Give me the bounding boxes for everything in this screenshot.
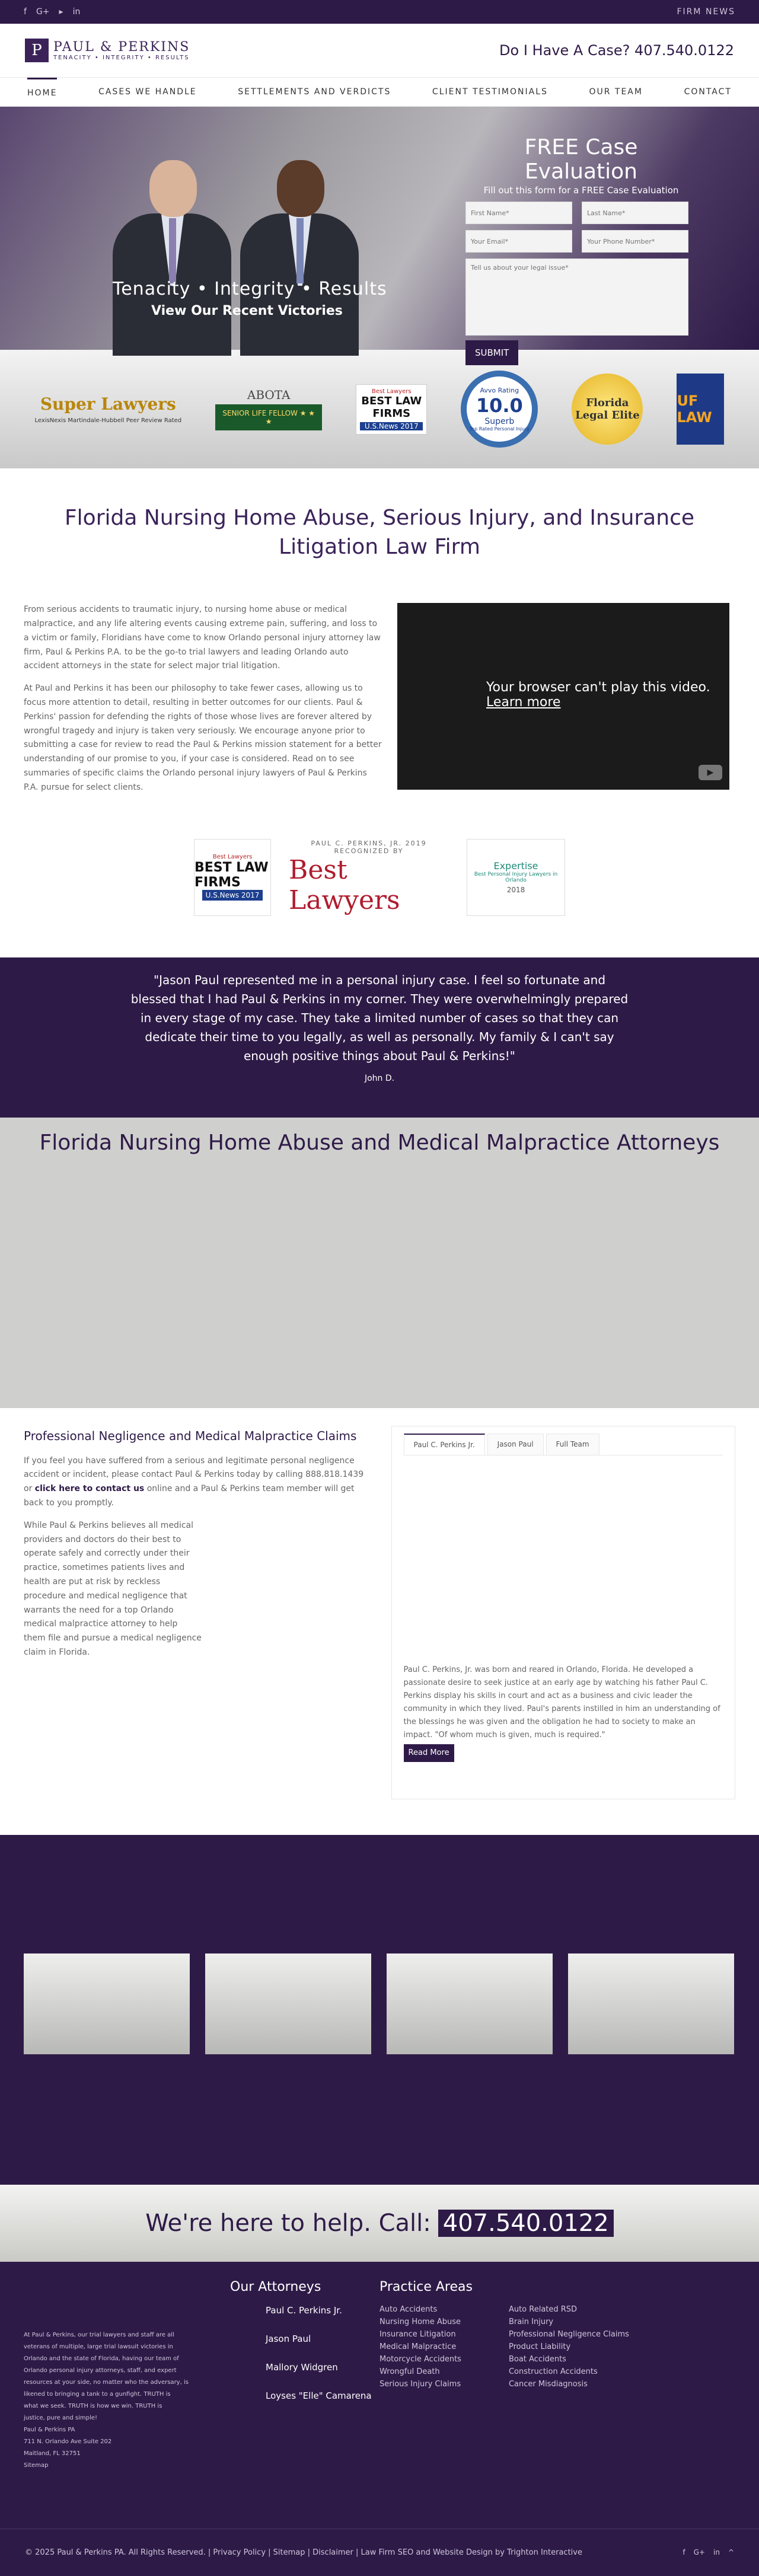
nav-cases[interactable]: CASES WE HANDLE xyxy=(98,87,197,97)
testimonial-author: John D. xyxy=(364,1073,395,1083)
attorney-tabs xyxy=(391,1426,735,1799)
feature-card[interactable] xyxy=(24,1953,190,2054)
footer-practice-areas xyxy=(380,2280,723,2529)
nav-testimonials[interactable]: CLIENT TESTIMONIALS xyxy=(432,87,548,97)
first-name-input[interactable] xyxy=(465,202,572,224)
practice-area-link[interactable]: Professional Negligence Claims xyxy=(508,2329,629,2339)
awards-strip xyxy=(0,350,759,468)
intro-paragraph-2: At Paul and Perkins it has been our philosophy to take fewer cases, allowing us to focus more attention to detail, resulting in better outcomes for our clients. Paul & Perkins' passion for defending the rights of those whose lives are forever altered by wrongful tragedy and injury is taken very seriously. We encourage anyone prior to submitting a case for review to read the Paul & Perkins mission statement for a better understanding of our promise to you, if your case is considered. Read on to see summaries of specific claims the Orlando personal injury lawyers of Paul & Perkins P.A. pursue for select clients. xyxy=(24,684,382,792)
facebook-icon[interactable]: f xyxy=(683,2548,685,2557)
facebook-icon[interactable]: f xyxy=(24,7,27,17)
legal-issue-textarea[interactable] xyxy=(465,258,688,336)
attorney-link[interactable]: Paul C. Perkins Jr. xyxy=(266,2304,342,2316)
lexisnexis-badge: LexisNexis Martindale-Hubbell Peer Review Rated xyxy=(34,417,182,424)
back-to-top-icon[interactable]: ^ xyxy=(728,2548,734,2557)
linkedin-icon[interactable]: in xyxy=(72,7,81,17)
social-links xyxy=(24,7,80,17)
case-cta-phone[interactable]: Do I Have A Case? 407.540.0122 xyxy=(499,42,734,59)
firm-news-link[interactable]: FIRM NEWS xyxy=(677,7,735,17)
email-input[interactable] xyxy=(465,230,572,253)
video-learn-more-link[interactable]: Learn more xyxy=(486,695,561,710)
nav-contact[interactable]: CONTACT xyxy=(684,87,732,97)
testimonial-section xyxy=(0,957,759,1118)
phone-input[interactable] xyxy=(582,230,688,253)
attorney-link[interactable]: Loyses "Elle" Camarena xyxy=(266,2390,372,2401)
youtube-icon[interactable]: ▸ xyxy=(59,7,63,17)
attorney-bio: Paul C. Perkins, Jr. was born and reared in Orlando, Florida. He developed a passionate desire to seek justice at an early age by watching his father Paul C. Perkins display his skills in court and act as a business and civic leader the community in which they lived. Paul's parents instilled in him an understanding of the blessings he was given and the obligation he had to society to make an impact. "Of whom much is given, much is required." xyxy=(403,1665,720,1740)
logo-mark-icon: P xyxy=(25,39,49,62)
expertise-badge: Expertise Best Personal Injury Lawyers in Orlando 2018 xyxy=(467,839,565,916)
practice-area-link[interactable]: Auto Accidents xyxy=(380,2304,438,2314)
best-law-firms-award: Best Lawyers BEST LAW FIRMS U.S.News 2017 xyxy=(356,384,427,435)
form-subtitle: Fill out this form for a FREE Case Evaluation xyxy=(483,185,679,196)
practice-area-link[interactable]: Auto Related RSD xyxy=(508,2304,578,2314)
nav-settlements[interactable]: SETTLEMENTS AND VERDICTS xyxy=(238,87,391,97)
attorney-figure-right xyxy=(240,148,359,350)
google-plus-icon[interactable]: G+ xyxy=(36,7,50,17)
hero-banner xyxy=(0,107,759,358)
intro-section xyxy=(0,468,759,827)
footer-attorneys xyxy=(202,2280,380,2529)
last-name-input[interactable] xyxy=(582,202,688,224)
practice-area-link[interactable]: Serious Injury Claims xyxy=(380,2379,461,2389)
footer-about: At Paul & Perkins, our trial lawyers and staff are all veterans of multiple, large trial lawsuit victories in Orlando and the state of Florida, having our team of Orlando personal injury attorneys, staff, and expert resources at your side, no matter who the adversary, is likened to bringing a tank to a gunfight. TRUTH is what we seek. TRUTH is how we win. TRUTH is justice, pure and simple! Paul & Perkins PA 711 N. Orlando Ave Suite 202 Maitland, FL 32751 Sitemap xyxy=(24,2331,189,2469)
practice-area-link[interactable]: Medical Malpractice xyxy=(380,2342,457,2351)
help-phone-link[interactable]: 407.540.0122 xyxy=(438,2210,614,2237)
read-more-button[interactable]: Read More xyxy=(404,1744,454,1762)
attorney-link[interactable]: Mallory Widgren xyxy=(266,2361,338,2373)
contact-us-link[interactable]: click here to contact us xyxy=(34,1484,145,1494)
avvo-rating-award: Avvo Rating 10.0 Superb Top Rated Personal Injury xyxy=(461,371,538,448)
nav-home[interactable]: HOME xyxy=(27,78,57,107)
main-nav xyxy=(0,77,759,107)
professional-paragraph-1: If you feel you have suffered from a serious and legitimate personal negligence accident or incident, please contact Paul & Perkins today by calling 888.818.1439 or click here to contact us online and a Paul & Perkins team member will get back to you promptly. xyxy=(24,1455,364,1508)
recent-victories-link[interactable]: View Our Recent Victories xyxy=(151,304,343,318)
form-title: FREE Case Evaluation xyxy=(524,135,638,184)
logo-name: PAUL & PERKINS xyxy=(53,40,190,55)
practice-area-link[interactable]: Product Liability xyxy=(508,2342,571,2351)
featured-cards-section xyxy=(0,1835,759,2185)
case-evaluation-form xyxy=(465,135,697,365)
feature-card[interactable] xyxy=(205,1953,371,2054)
footer-social-links xyxy=(683,2548,734,2556)
video-error-message: Your browser can't play this video. xyxy=(486,680,710,695)
practice-area-link[interactable]: Insurance Litigation xyxy=(380,2329,456,2339)
attorneys-heading: Our Attorneys xyxy=(230,2279,321,2294)
video-player[interactable] xyxy=(397,603,729,790)
professional-title: Professional Negligence and Medical Malpractice Claims xyxy=(24,1428,357,1443)
super-lawyers-award: Super Lawyers LexisNexis Martindale-Hubbell Peer Review Rated xyxy=(34,394,182,424)
google-plus-icon[interactable]: G+ xyxy=(693,2548,705,2557)
logo-tagline: TENACITY • INTEGRITY • RESULTS xyxy=(53,55,190,61)
testimonial-quote: "Jason Paul represented me in a personal injury case. I feel so fortunate and blessed that I had Paul & Perkins in my corner. They were overwhelmingly prepared in every stage of my case. They take a limited number of cases so that they can dedicate their time to you legally, as well as personally. My family & I can't say enough positive things about Paul & Perkins!" xyxy=(130,972,629,1063)
abota-award: ABOTA SENIOR LIFE FELLOW ★ ★ ★ xyxy=(215,388,322,430)
professional-negligence-section xyxy=(0,1408,759,1835)
youtube-icon[interactable]: ▶ xyxy=(699,765,722,780)
submit-button[interactable]: SUBMIT xyxy=(465,340,518,365)
feature-card[interactable] xyxy=(387,1953,553,2054)
attorney-figure-left xyxy=(113,148,231,350)
footer xyxy=(0,2262,759,2529)
header xyxy=(0,24,759,77)
call-to-action-bar xyxy=(0,2185,759,2262)
linkedin-icon[interactable]: in xyxy=(713,2548,720,2557)
sitemap-link[interactable]: Sitemap xyxy=(24,2462,49,2469)
copyright-text: © 2025 Paul & Perkins PA. All Rights Reserved. | Privacy Policy | Sitemap | Disclaimer | Law Firm SEO and Website Design by Trighton Interactive xyxy=(25,2548,582,2557)
tab-jason-paul[interactable]: Jason Paul xyxy=(487,1434,544,1455)
copyright-bar xyxy=(0,2529,759,2576)
professional-paragraph-2: While Paul & Perkins believes all medical providers and doctors do their best to operate safely and correctly under their practice, sometimes patients lives and health are put at risk by reckless procedure and medical negligence that warrants the need for a top Orlando medical malpractice attorney to help them file and pursue a medical negligence claim in Florida. xyxy=(24,1520,202,1657)
legal-elite-award: Florida Legal Elite xyxy=(572,374,643,445)
hero-tagline: Tenacity • Integrity • Results xyxy=(113,279,387,299)
best-lawyers-badge: PAUL C. PERKINS, JR. 2019 RECOGNIZED BY Best Lawyers xyxy=(289,839,427,915)
practice-area-link[interactable]: Construction Accidents xyxy=(508,2367,598,2376)
section-title: Florida Nursing Home Abuse and Medical Malpractice Attorneys xyxy=(39,1130,720,1155)
logo[interactable] xyxy=(25,39,190,62)
feature-card[interactable] xyxy=(568,1953,734,2054)
help-label: We're here to help. Call: xyxy=(145,2209,431,2237)
practice-area-link[interactable]: Cancer Misdiagnosis xyxy=(508,2379,588,2389)
recognition-badges xyxy=(0,827,759,957)
tab-full-team[interactable]: Full Team xyxy=(546,1434,599,1455)
practice-area-link[interactable]: Nursing Home Abuse xyxy=(380,2317,461,2326)
practice-areas-heading: Practice Areas xyxy=(380,2279,473,2294)
malpractice-attorneys-section xyxy=(0,1118,759,1408)
intro-title: Florida Nursing Home Abuse, Serious Injury, and Insurance Litigation Law Firm xyxy=(64,506,695,559)
practice-area-link[interactable]: Wrongful Death xyxy=(380,2367,440,2376)
uf-law-award: UF LAW xyxy=(677,374,724,445)
nav-team[interactable]: OUR TEAM xyxy=(589,87,643,97)
practice-area-link[interactable]: Brain Injury xyxy=(508,2317,554,2326)
attorney-link[interactable]: Jason Paul xyxy=(266,2333,311,2344)
practice-area-link[interactable]: Motorcycle Accidents xyxy=(380,2354,461,2364)
intro-paragraph-1: From serious accidents to traumatic injury, to nursing home abuse or medical malpractice, and any life altering events causing extreme pain, suffering, and loss to a victim or family, Floridians have come to know Orlando personal injury attorney law firm, Paul & Perkins P.A. to be the go-to trial lawyers and leading Orlando auto accident attorneys in the state for select major trial litigation. xyxy=(24,605,381,671)
top-bar xyxy=(0,0,759,24)
practice-area-link[interactable]: Boat Accidents xyxy=(508,2354,566,2364)
best-law-firms-badge: Best Lawyers BEST LAW FIRMS U.S.News 2017 xyxy=(194,839,271,916)
tab-paul-perkins[interactable]: Paul C. Perkins Jr. xyxy=(404,1434,485,1455)
